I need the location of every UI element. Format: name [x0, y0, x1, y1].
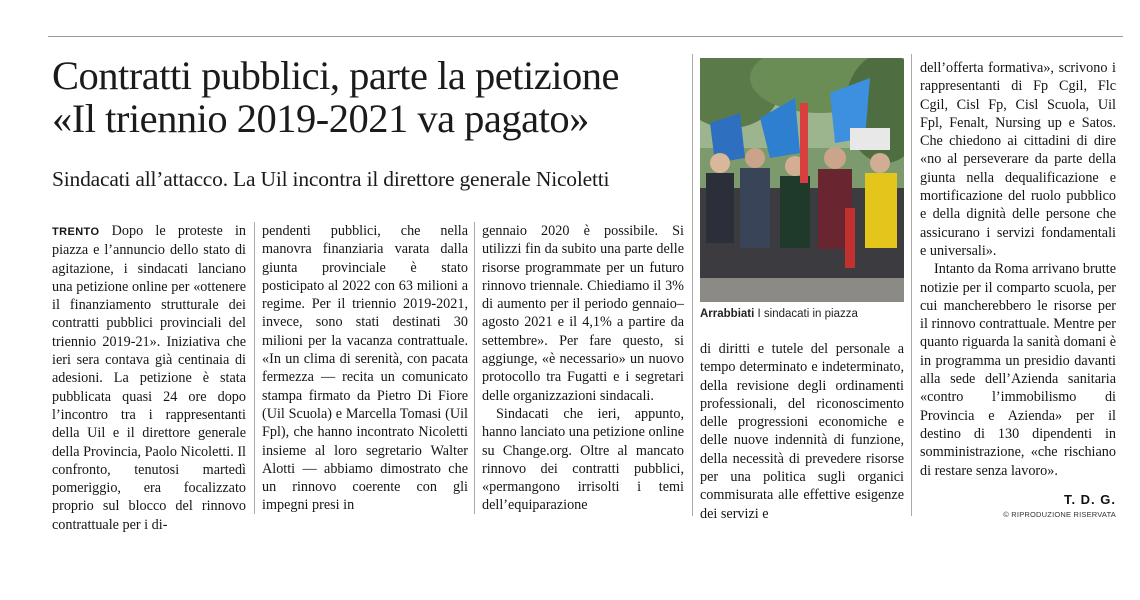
photo-caption [700, 307, 904, 322]
photo-caption-text: I sindacati in piazza [754, 308, 858, 320]
column-3-paragraph-2: Sindacati che ieri, appunto, hanno lanciato una petizione online su Change.org. Oltre al mancato rinnovo dei contratti pubblici, «permangono irrisolti i temi dell’equiparazione [482, 405, 684, 514]
headline [52, 54, 692, 140]
column-4-text: di diritti e tutele del personale a tempo determinato e indeterminato, della revisione degli ordinamenti professionali, del riconoscimento delle progressioni economiche e delle nuove indennità di funzione, della necessità di prevedere risorse per una politica sugli organici commisurata alle effettive esigenze dei servizi e [700, 341, 904, 522]
column-3-paragraph-1: gennaio 2020 è possibile. Si utilizzi fin da subito una parte delle risorse programmate per un futuro rinnovo triennale. Chiediamo il 3% di aumento per il periodo gennaio–agosto 2021 e il 4,1% a partire da settembre». Per fare questo, si aggiunge, «è necessario» un nuovo protocollo tra Fugatti e i segretari delle organizzazioni sindacali. [482, 223, 684, 404]
article-column-2 [262, 222, 468, 515]
copyright-notice: © RIPRODUZIONE RISERVATA [1003, 510, 1116, 519]
page-top-rule [48, 36, 1123, 37]
column-1-text: Dopo le proteste in piazza e l’annuncio dello stato di agitazione, i sindacati lanciano una petizione online per «ottenere il finanziamento strutturale dei contratti pubblici provinciali del triennio 2019-21». Iniziativa che ieri sera contava già centinaia di adesioni. La petizione è stata pubblicata quasi 24 ore dopo l’incontro tra i rappresentanti della Uil e il direttore generale della Provincia, Paolo Nicoletti. Il confronto, tenutosi martedì pomeriggio, era focalizzato proprio sul blocco del rinnovo contrattuale per i di- [52, 223, 246, 533]
column-5-paragraph-1: dell’offerta formativa», scrivono i rappresentanti di Fp Cgil, Flc Cgil, Cisl Fp, Cisl Scuola, Uil Fpl, Fenalt, Nursing up e Satos. Che chiedono ai cittadini di dire «no al perseverare da parte della giunta nella dequalificazione e mortificazione del ruolo pubblico e della dignità delle persone che assicurano i servizi fondamentali e universali». [920, 60, 1116, 259]
article-column-3 [482, 222, 684, 515]
column-divider [692, 54, 693, 516]
column-divider [911, 54, 912, 516]
protest-photo [700, 58, 904, 302]
author-signature: T. D. G. [1063, 492, 1116, 507]
column-5-paragraph-2: Intanto da Roma arrivano brutte notizie per il comparto scuola, per cui mancherebbero le risorse per il rinnovo contrattuale. Mentre per quanto riguarda la sanità domani è in programma un presidio davanti alla sede dell’Azienda sanitaria «contro l’immobilismo di Provincia e Azienda» per il destino di 130 dipendenti in somministrazione, «che rischiano di restare senza lavoro». [920, 261, 1117, 479]
headline-line-2: «Il triennio 2019-2021 va pagato» [52, 96, 589, 141]
column-divider [254, 222, 255, 514]
column-divider [474, 222, 475, 514]
column-2-text: pendenti pubblici, che nella manovra finanziaria varata dalla giunta provinciale è stato posticipato al 2022 con 63 milioni a regime. Per il triennio 2019-2021, invece, sono stati destinati 30 milioni per la vacanza contrattuale. «In un clima di serenità, con pacata fermezza — recita un comunicato stampa firmato da Pietro Di Fiore (Uil Scuola) e Marcella Tomasi (Uil Fpl), che hanno incontrato Nicoletti insieme al loro segretario Walter Alotti — abbiamo dimostrato che un rinnovo coerente con gli impegni presi in [262, 223, 468, 514]
dateline: TRENTO [52, 226, 100, 238]
photo-caption-lead: Arrabbiati [700, 308, 755, 320]
article-column-5 [920, 59, 1116, 480]
headline-line-1: Contratti pubblici, parte la petizione [52, 53, 619, 98]
protest-photo-image [700, 58, 904, 302]
article-column-1 [52, 222, 246, 534]
article-column-4 [700, 340, 904, 523]
subtitle: Sindacati all’attacco. La Uil incontra il direttore generale Nicoletti [52, 167, 610, 191]
